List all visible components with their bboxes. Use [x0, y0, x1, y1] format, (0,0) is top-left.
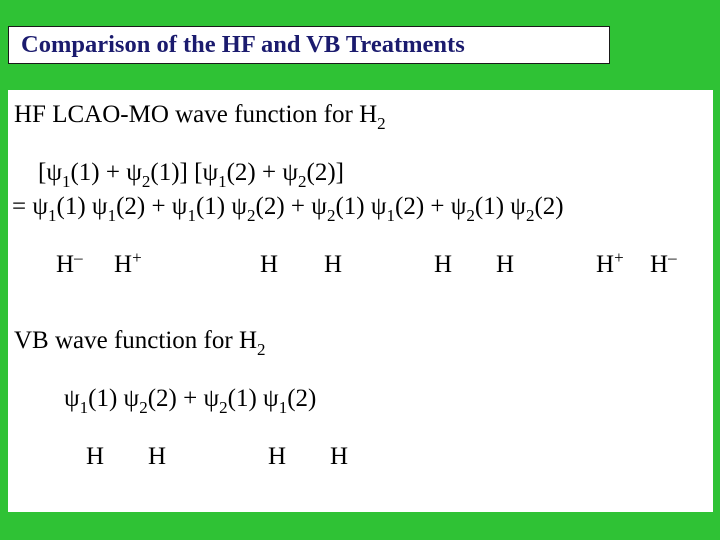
eq-subscript: 1: [187, 206, 196, 225]
eq-subscript: 1: [386, 206, 395, 225]
eq-subscript: 2: [298, 172, 307, 191]
eq-text: (1) ψ: [88, 385, 140, 412]
eq-text: = ψ: [12, 193, 48, 220]
atom-symbol: H: [260, 251, 279, 278]
hf-product-equation: [38, 159, 344, 191]
eq-text: (1) ψ: [227, 385, 279, 412]
eq-subscript: 1: [107, 206, 117, 225]
eq-subscript: 1: [79, 398, 89, 417]
eq-text: (2) + ψ: [226, 159, 298, 186]
charge-superscript: –: [668, 248, 677, 267]
atom-symbol: H: [86, 443, 105, 470]
eq-text: (2) + ψ: [395, 193, 467, 220]
eq-subscript: 2: [219, 398, 228, 417]
eq-subscript: 2: [525, 206, 535, 225]
eq-subscript: 2: [466, 206, 475, 225]
hf-label-4: [324, 252, 342, 277]
hf-label-3: [260, 252, 278, 277]
hf-label-1: [56, 248, 83, 278]
vb-label-1: [86, 444, 104, 469]
eq-text: (1) + ψ: [70, 159, 142, 186]
hf-label-5: [434, 252, 452, 277]
eq-subscript: 2: [326, 206, 336, 225]
eq-subscript: 1: [218, 172, 227, 191]
atom-symbol: H: [56, 251, 75, 278]
title-box: [8, 26, 610, 64]
vb-label-2: [148, 444, 166, 469]
charge-superscript: +: [614, 248, 624, 267]
eq-text: (1)] [ψ: [150, 159, 219, 186]
eq-subscript: 2: [139, 398, 148, 417]
eq-text: (1) ψ: [335, 193, 387, 220]
eq-text: (2) + ψ: [116, 193, 188, 220]
atom-symbol: H: [650, 251, 669, 278]
content-panel: [8, 90, 713, 512]
eq-subscript: 2: [141, 172, 151, 191]
vb-label-3: [268, 444, 286, 469]
atom-symbol: H: [330, 443, 349, 470]
hf-expansion-equation: [12, 193, 564, 225]
atom-symbol: H: [496, 251, 515, 278]
vb-heading: VB wave function for $H_2$: [14, 327, 266, 359]
eq-text: (1) ψ: [474, 193, 526, 220]
hf-label-6: [496, 252, 514, 277]
eq-subscript: 2: [247, 206, 256, 225]
eq-subscript: 1: [61, 172, 71, 191]
atom-symbol: H: [148, 443, 167, 470]
hf-label-7: [596, 248, 624, 278]
eq-text: (2) + ψ: [255, 193, 327, 220]
eq-text: (1) ψ: [195, 193, 248, 220]
eq-text: (2) + ψ: [147, 385, 220, 412]
charge-superscript: +: [132, 248, 142, 267]
hf-label-2: [114, 248, 142, 278]
hf-label-8: [650, 248, 677, 278]
atom-symbol: H: [268, 443, 287, 470]
eq-text: ψ: [64, 385, 80, 412]
vb-label-4: [330, 444, 348, 469]
eq-subscript: 1: [278, 398, 288, 417]
slide-title: Comparison of the HF and VB Treatments: [21, 31, 465, 58]
hf-heading: HF LCAO-MO wave function for $H_2$: [14, 101, 386, 133]
charge-superscript: –: [74, 248, 83, 267]
eq-text: (2): [287, 385, 317, 412]
atom-symbol: H: [114, 251, 133, 278]
eq-subscript: 1: [48, 206, 57, 225]
atom-symbol: H: [596, 251, 615, 278]
eq-text: (2): [534, 193, 564, 220]
eq-text: (2)]: [306, 159, 344, 186]
atom-symbol: H: [324, 251, 343, 278]
atom-symbol: H: [434, 251, 453, 278]
eq-text: [ψ: [38, 159, 62, 186]
vb-equation: [64, 385, 317, 417]
eq-text: (1) ψ: [56, 193, 108, 220]
